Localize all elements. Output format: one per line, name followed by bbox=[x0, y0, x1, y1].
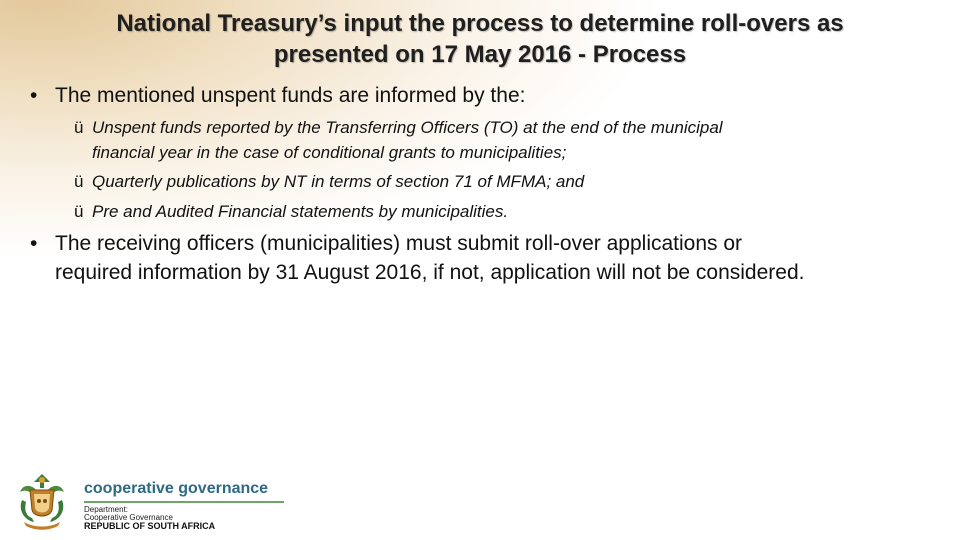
bullet-text: The mentioned unspent funds are informed by the: bbox=[55, 84, 526, 107]
bullet-text-line2: required information by 31 August 2016, if not, application will not be considered. bbox=[55, 261, 805, 284]
check-text: Quarterly publications by NT in terms of section 71 of MFMA; and bbox=[92, 172, 585, 191]
logo-department-label: Department: bbox=[84, 505, 129, 514]
logo-country: REPUBLIC OF SOUTH AFRICA bbox=[84, 521, 216, 531]
cogta-logo bbox=[8, 468, 290, 534]
checkmark-icon: ü bbox=[74, 202, 84, 221]
check-text-line1: Unspent funds reported by the Transferring Officers (TO) at the end of the municipal bbox=[92, 118, 723, 137]
logo-name: cooperative governance bbox=[84, 480, 269, 497]
coat-of-arms-icon bbox=[10, 470, 74, 532]
check-text: Pre and Audited Financial statements by municipalities. bbox=[92, 202, 509, 221]
checkmark-icon: ü bbox=[74, 172, 84, 191]
checkmark-icon: ü bbox=[74, 118, 84, 137]
slide-title bbox=[30, 8, 930, 70]
check-text-line2: financial year in the case of conditional grants to municipalities; bbox=[92, 143, 567, 162]
logo-divider bbox=[84, 501, 284, 503]
bullet-text-line1: The receiving officers (municipalities) must submit roll-over applications or bbox=[55, 232, 743, 255]
logo-department-name: Cooperative Governance bbox=[84, 513, 173, 522]
slide-title-line2: presented on 17 May 2016 - Process bbox=[273, 41, 687, 68]
bullet-icon: • bbox=[30, 232, 38, 255]
slide-title-line1: National Treasury’s input the process to determine roll-overs as bbox=[116, 10, 844, 37]
bullet-icon: • bbox=[30, 84, 38, 107]
